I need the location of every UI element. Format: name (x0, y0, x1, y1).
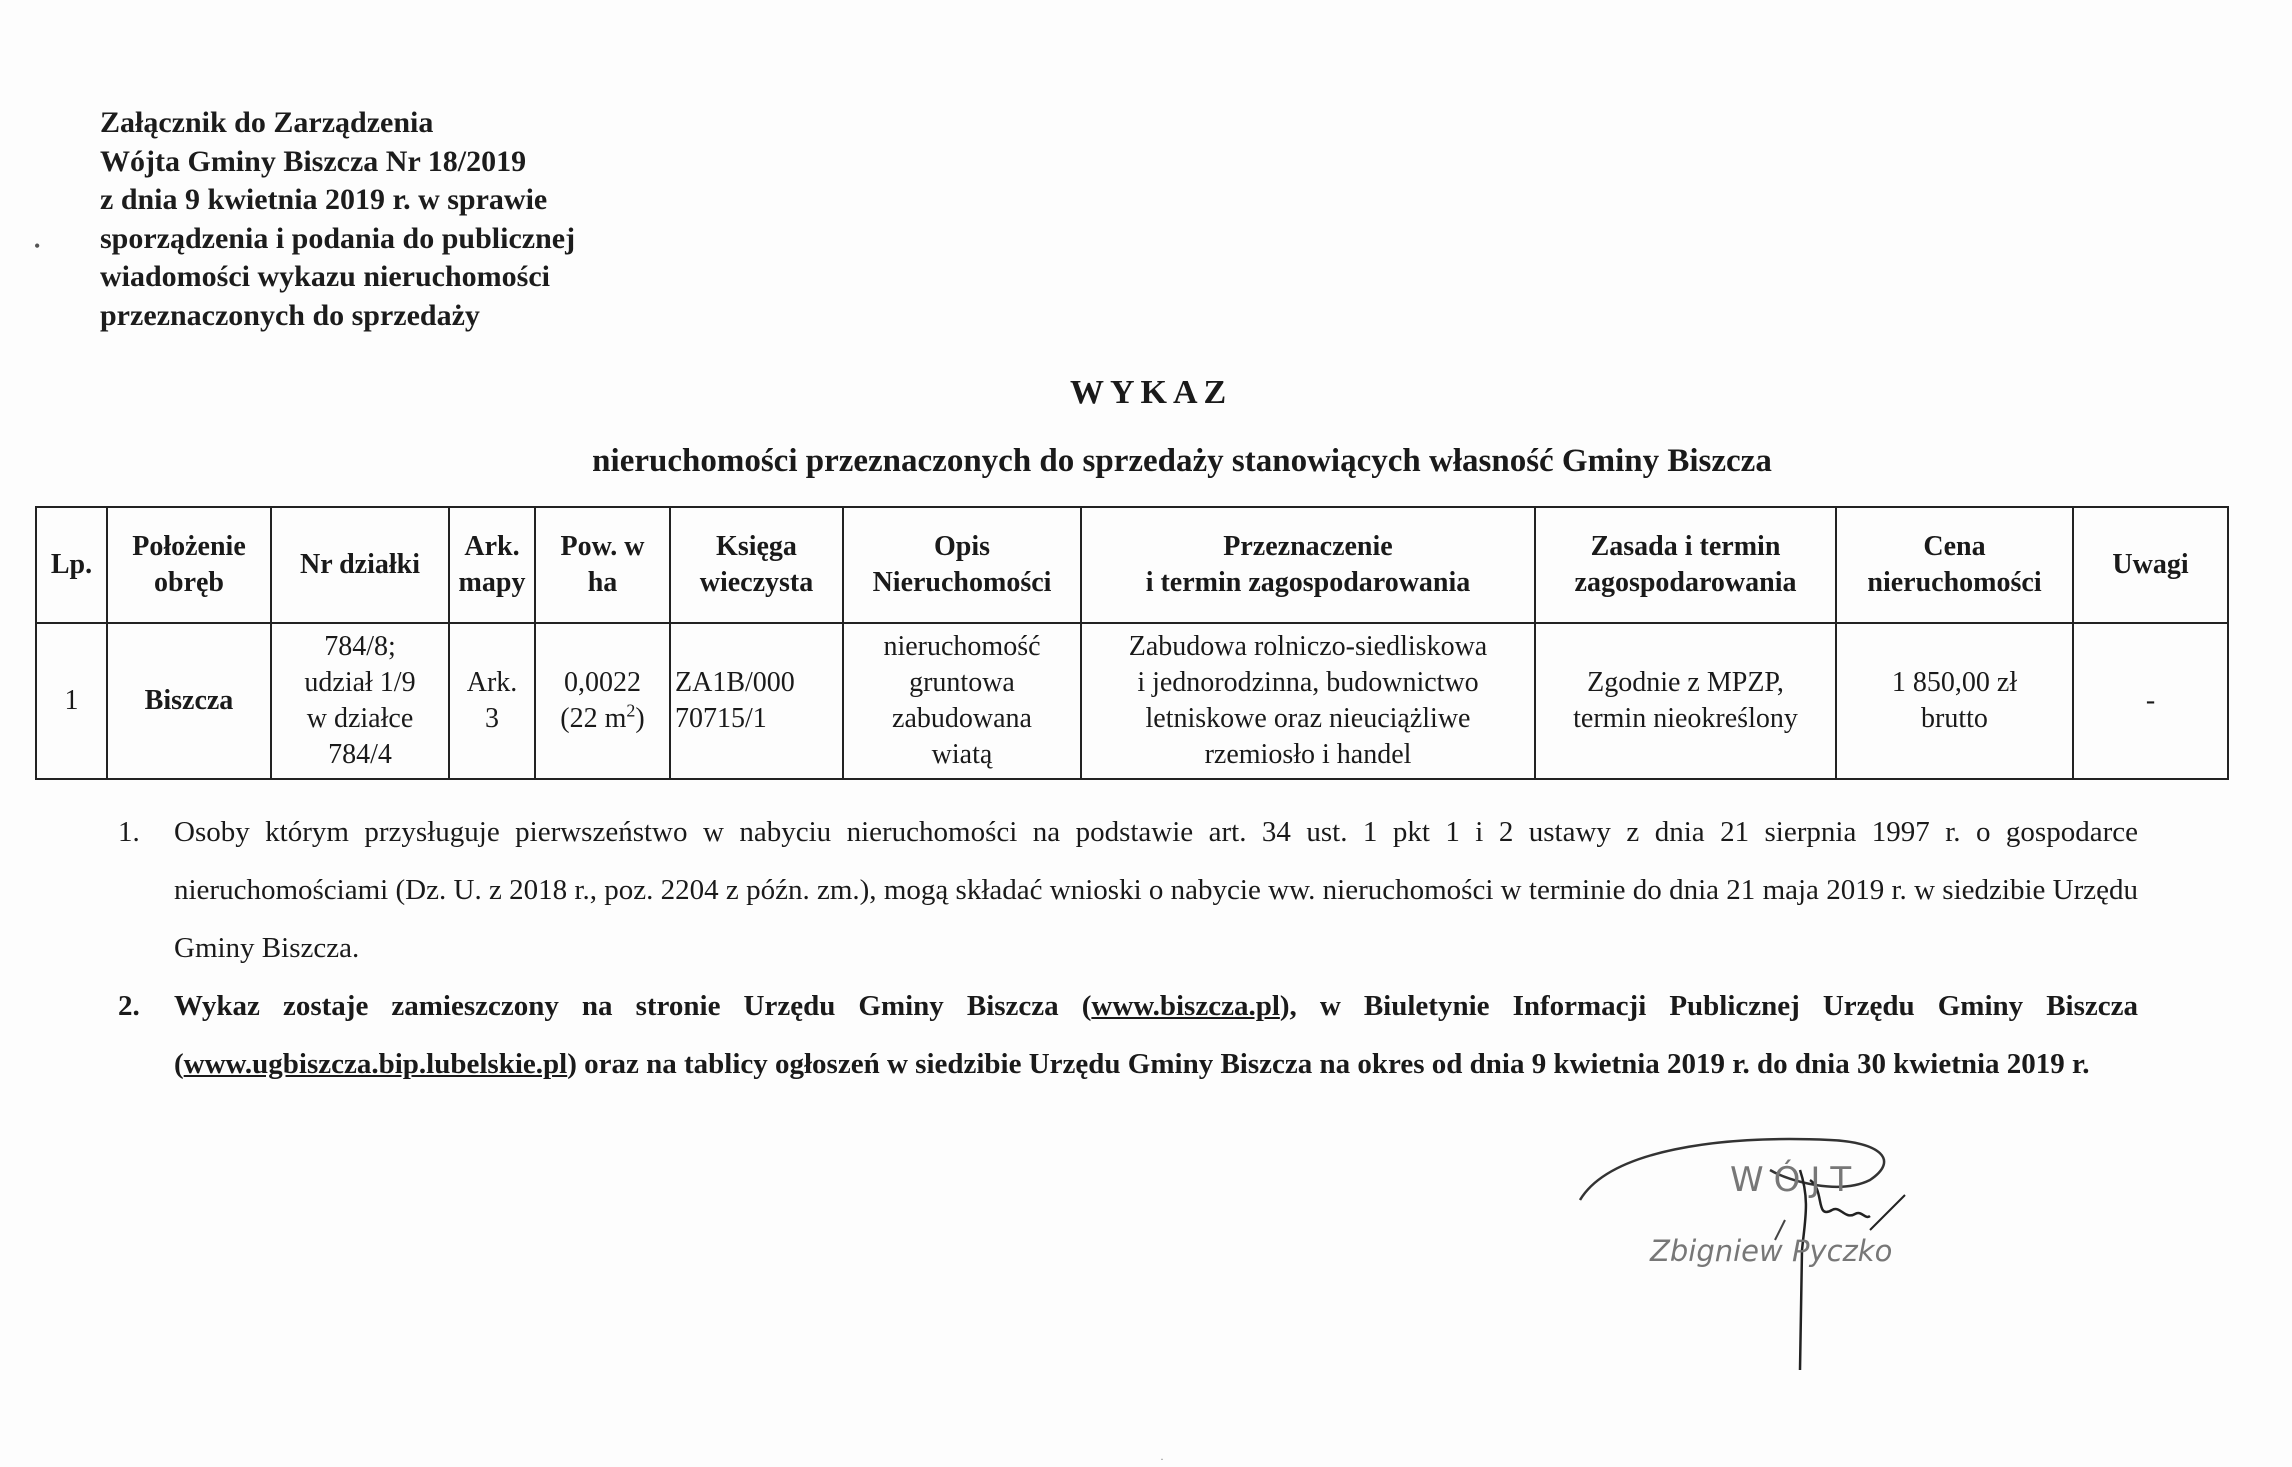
scan-speck: • (34, 236, 41, 256)
signature-name: Zbigniew Pyczko (1650, 1234, 1893, 1268)
note-item (118, 803, 2138, 977)
cell-polozenie: Biszcza (107, 623, 271, 779)
note-text: Osoby którym przysługuje pierwszeństwo w nabyciu nieruchomości na podstawie art. 34 ust. 1 pkt 1 i 2 ustawy z dnia 21 sierpnia 1997 r. o gospodarce nieruchomościami (Dz. U. z 2018 r., poz. 2204 z późn. zm.), mogą składać wnioski o nabycie ww. nieruchomości w terminie do dnia 21 maja 2019 r. w siedzibie Urzędu Gminy Biszcza. (174, 816, 2138, 964)
header-ksiega: Księga wieczysta (670, 507, 843, 623)
header-nr-dzialki: Nr działki (271, 507, 449, 623)
signature-title: WÓJT (1730, 1160, 1862, 1200)
annex-line: Wójta Gminy Biszcza Nr 18/2019 (100, 144, 527, 178)
cell-cena: 1 850,00 zł brutto (1836, 623, 2073, 779)
note-number: 1. (118, 816, 140, 848)
cell-pow: 0,0022 (22 $m^2$) (535, 623, 670, 779)
header-zasada: Zasada i termin zagospodarowania (1535, 507, 1836, 623)
scan-speck: · (1160, 1452, 1164, 1466)
header-polozenie: Położenie obręb (107, 507, 271, 623)
document-title: WYKAZ (1070, 374, 1233, 411)
annex-line: Załącznik do Zarządzenia (100, 106, 434, 139)
document-subtitle: nieruchomości przeznaczonych do sprzedaży stanowiących własność Gminy Biszcza (592, 443, 1772, 479)
note-number: 2. (118, 990, 140, 1022)
header-cena: Cena nieruchomości (1836, 507, 2073, 623)
cell-nr-dzialki: 784/8; udział 1/9 w działce 784/4 (271, 623, 449, 779)
header-opis: Opis Nieruchomości (843, 507, 1081, 623)
annex-line: przeznaczonych do sprzedaży (100, 298, 480, 332)
cell-ark: Ark. 3 (449, 623, 535, 779)
property-table (35, 506, 2229, 780)
annex-line: wiadomości wykazu nieruchomości (100, 260, 550, 293)
header-uwagi: Uwagi (2073, 507, 2228, 623)
table-row (36, 623, 2228, 779)
annex-header (100, 104, 575, 335)
link-bip[interactable]: www.ugbiszcza.bip.lubelskie.pl (183, 1048, 568, 1080)
notes-list (118, 803, 2138, 1093)
header-pow: Pow. w ha (535, 507, 670, 623)
header-lp: Lp. (36, 507, 107, 623)
cell-lp: 1 (36, 623, 107, 779)
link-biszcza[interactable]: www.biszcza.pl (1091, 990, 1280, 1022)
cell-opis: nieruchomość gruntowa zabudowana wiatą (843, 623, 1081, 779)
cell-ksiega: ZA1B/000 70715/1 (670, 623, 843, 779)
header-ark: Ark. mapy (449, 507, 535, 623)
note-item: 2. Wykaz zostaje zamieszczony na stronie Urzędu Gminy Biszcza (www.biszcza.pl), w Biuletynie Informacji Publicznej Urzędu Gminy Biszcza (www.ugbiszcza.bip.lubelskie.pl) oraz na tablicy ogłoszeń w siedzibie Urzędu Gminy Biszcza na okres od dnia 9 kwietnia 2019 r. do dnia 30 kwietnia 2019 r. (118, 977, 2138, 1093)
cell-przeznaczenie: Zabudowa rolniczo-siedliskowa i jednorodzinna, budownictwo letniskowe oraz nieuciążliwe rzemiosło i handel (1081, 623, 1535, 779)
cell-uwagi: - (2073, 623, 2228, 779)
table-header-row (36, 507, 2228, 623)
header-przeznaczenie: Przeznaczenie i termin zagospodarowania (1081, 507, 1535, 623)
cell-zasada: Zgodnie z MPZP, termin nieokreślony (1535, 623, 1836, 779)
annex-line: sporządzenia i podania do publicznej (100, 221, 576, 255)
annex-line: z dnia 9 kwietnia 2019 r. w sprawie (100, 183, 548, 216)
